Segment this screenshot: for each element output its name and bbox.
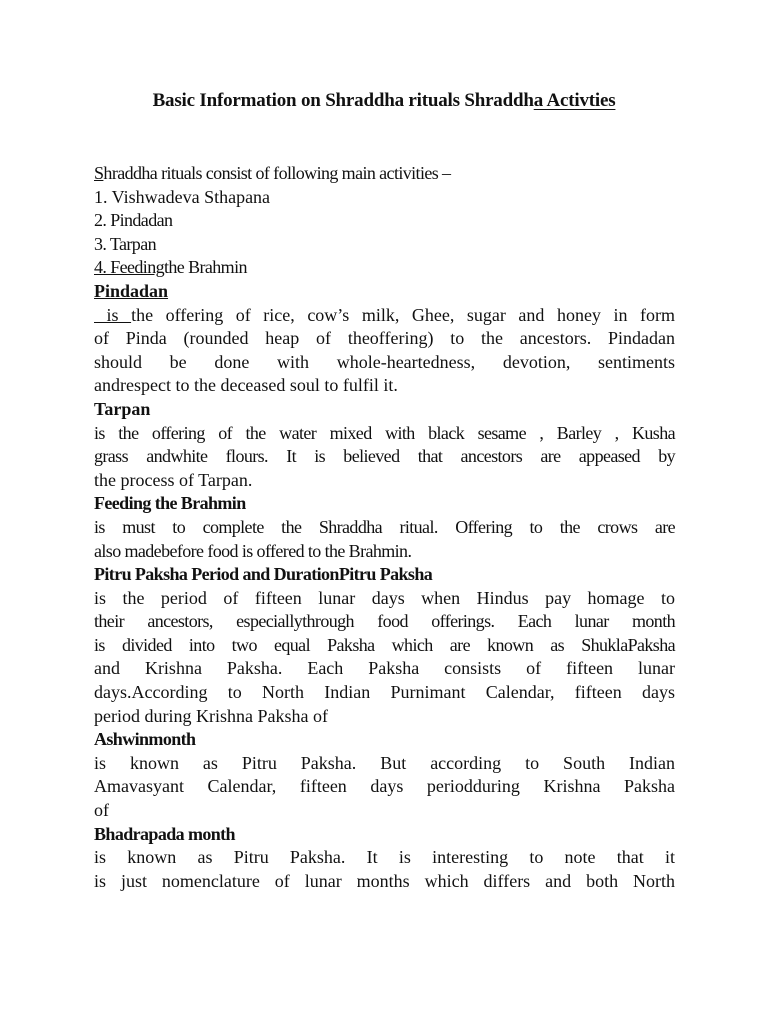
paragraph-line: andrespect to the deceased soul to fulfil it. — [94, 375, 398, 396]
paragraph-line: Amavasyant Calendar, fifteen days periodduring Krishna Paksha — [94, 776, 675, 797]
list-item: 1. Vishwadeva Sthapana — [94, 186, 271, 207]
paragraph-line: should be done with whole-heartedness, devotion, sentiments — [94, 351, 675, 372]
pindadan-lead-underlined: is — [94, 304, 132, 325]
list-item: 3. Tarpan — [94, 233, 156, 254]
list-item-underlined: 4. Feeding — [94, 257, 164, 278]
pindadan-line-text: the offering of rice, cow’s milk, Ghee, sugar and honey in form — [131, 304, 675, 325]
title-text: Basic Information on Shraddha rituals Shraddh — [152, 90, 534, 111]
paragraph-line: is known as Pitru Paksha. It is interesting to note that it — [94, 847, 675, 868]
page-title — [0, 90, 768, 112]
paragraph-line: is known as Pitru Paksha. But according to South Indian — [94, 752, 675, 773]
paragraph-line: also madebefore food is offered to the Brahmin. — [94, 540, 412, 561]
paragraph-line — [94, 304, 675, 328]
intro-text: hraddha rituals consist of following main activities – — [103, 163, 451, 183]
section-heading-tarpan: Tarpan — [94, 398, 151, 419]
paragraph-line: is must to complete the Shraddha ritual. Offering to the crows are — [94, 516, 675, 537]
paragraph-line: of Pinda (rounded heap of theoffering) to the ancestors. Pindadan — [94, 328, 675, 349]
section-heading-pindadan: Pindadan — [94, 280, 169, 301]
intro-paragraph — [94, 162, 675, 186]
section-heading-pitru-paksha: Pitru Paksha Period and DurationPitru Paksha — [94, 564, 433, 585]
list-item: 2. Pindadan — [94, 210, 173, 231]
section-heading-bhadrapada-month: Bhadrapada month — [94, 823, 235, 844]
paragraph-line: the process of Tarpan. — [94, 469, 253, 490]
paragraph-line: is the period of fifteen lunar days when Hindus pay homage to — [94, 587, 675, 608]
section-heading-feeding: Feeding the Brahmin — [94, 493, 246, 514]
paragraph-line: grass andwhite flours. It is believed that ancestors are appeased by — [94, 446, 675, 467]
list-item-text: the Brahmin — [164, 257, 247, 278]
title-underlined-text: a Activties — [533, 90, 616, 111]
paragraph-line: their ancestors, especiallythrough food offerings. Each lunar month — [94, 611, 675, 632]
section-heading-ashwin-month: Ashwinmonth — [94, 729, 196, 750]
paragraph-line: is just nomenclature of lunar months which differs and both North — [94, 870, 675, 891]
paragraph-line: of — [94, 800, 109, 821]
intro-lead-letter: S — [94, 163, 104, 183]
paragraph-line: is divided into two equal Paksha which are known as ShuklaPaksha — [94, 634, 675, 655]
paragraph-line: days.According to North Indian Purnimant Calendar, fifteen days — [94, 682, 675, 703]
document-body — [94, 162, 675, 893]
paragraph-line: and Krishna Paksha. Each Paksha consists of fifteen lunar — [94, 658, 675, 679]
list-item — [94, 256, 675, 280]
paragraph-line: is the offering of the water mixed with black sesame , Barley , Kusha — [94, 422, 675, 443]
paragraph-line: period during Krishna Paksha of — [94, 705, 328, 726]
